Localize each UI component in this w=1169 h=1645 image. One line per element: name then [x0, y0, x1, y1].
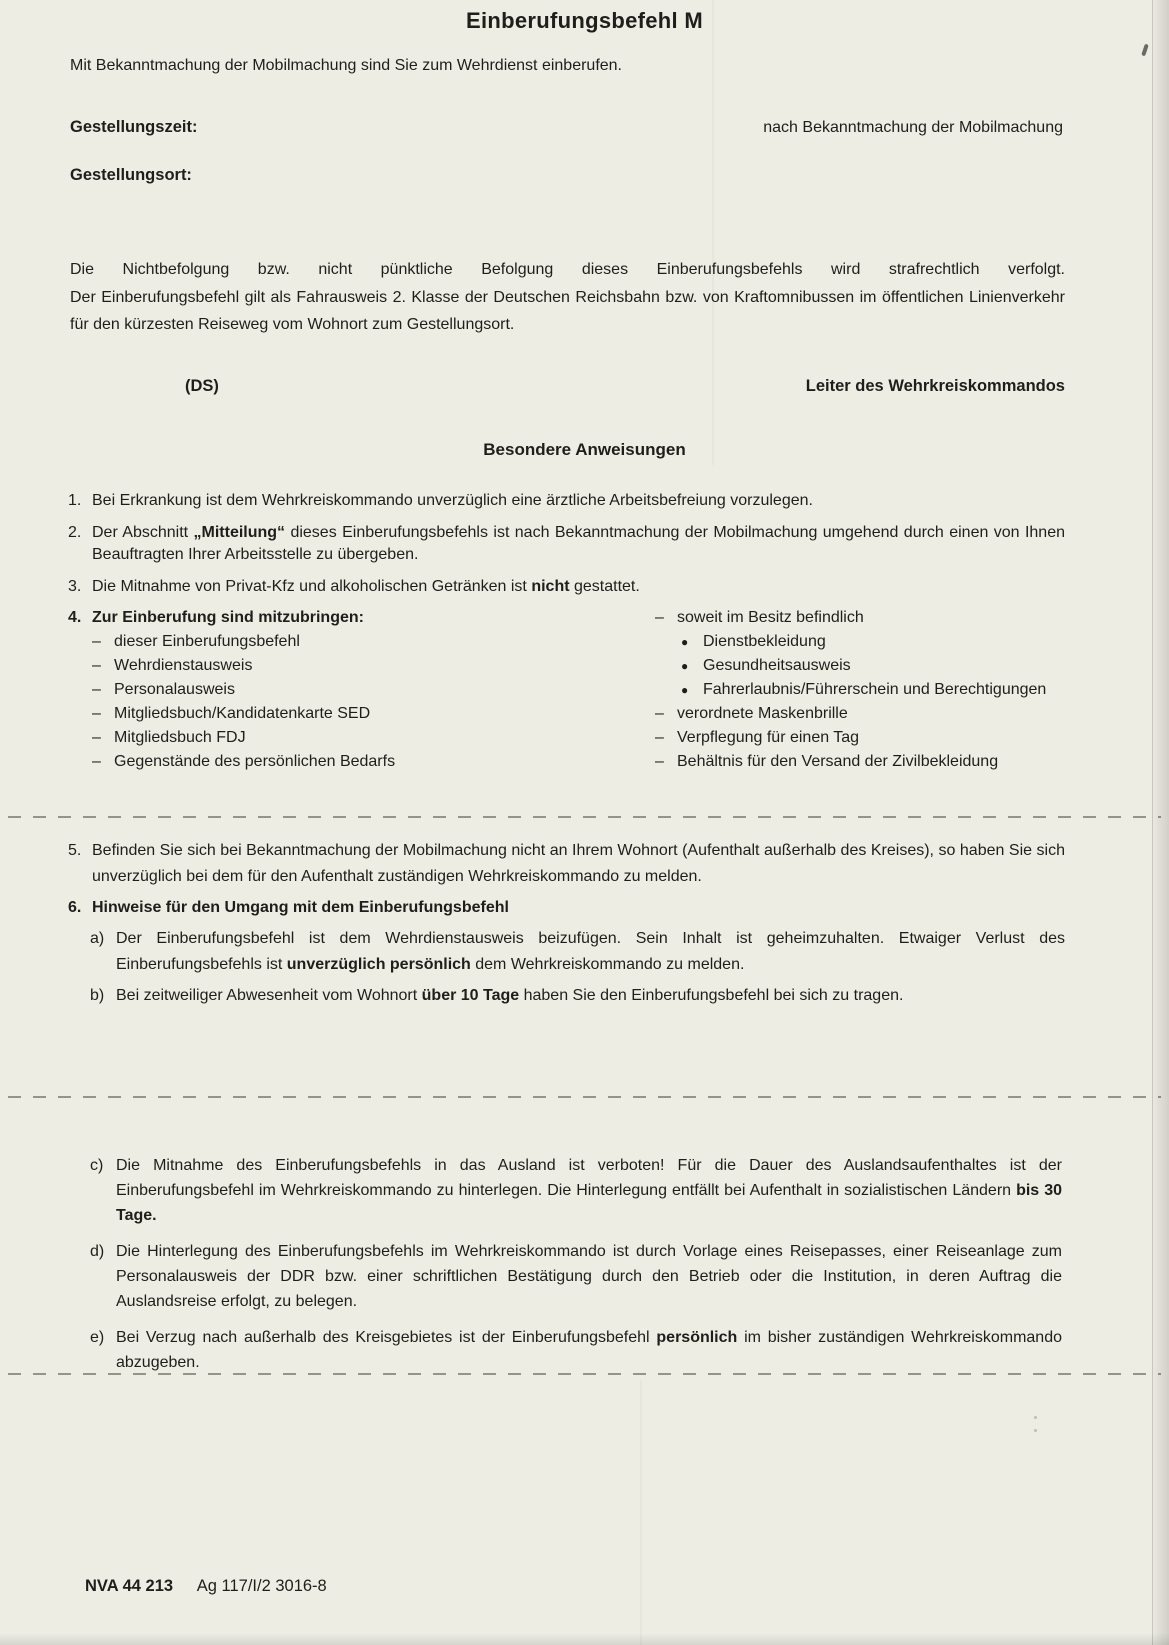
dash-marker: – [92, 681, 101, 698]
legal-paragraph [70, 256, 1065, 339]
instruction-text: Der Abschnitt „Mitteilung“ dieses Einberufungsbefehls ist nach Bekanntmachung der Mobilmachung umgehend durch einen von Ihnen Beauftragten Ihrer Arbeitsstelle zu übergeben. [92, 524, 1065, 563]
bring-item [92, 678, 592, 702]
stamp-placeholder: (DS) [185, 377, 219, 395]
instruction-number: 1. [68, 492, 82, 509]
instruction-number: 3. [68, 578, 82, 595]
dash-marker: – [92, 633, 101, 650]
signature-row [70, 377, 1065, 396]
bring-item [655, 606, 1065, 630]
bring-item-text: Dienstbekleidung [703, 633, 826, 650]
list-marker: – [655, 609, 664, 626]
bring-item-text: Personalausweis [114, 681, 235, 698]
bring-item-text: Verpflegung für einen Tag [677, 729, 860, 746]
bring-item [655, 702, 1065, 726]
gestellungszeit-label: Gestellungszeit: [70, 118, 198, 136]
bring-item-text: Gegenstände des persönlichen Bedarfs [114, 753, 396, 770]
bring-item [655, 654, 1065, 678]
dash-marker: – [92, 729, 101, 746]
sub-instruction-item [90, 1153, 1062, 1228]
bring-item-text: dieser Einberufungsbefehl [114, 633, 300, 650]
sub-instruction-list-ab [68, 926, 1065, 1009]
paper-crease [640, 1380, 642, 1645]
sub-instruction-text: Die Mitnahme des Einberufungsbefehls in das Ausland ist verboten! Für die Dauer des Auslandsaufenthaltes ist der Einberufungsbefehl im Wehrkreiskommando zu hinterlegen. Die Hinterlegung entfällt bei Aufenthalt in sozialistischen Ländern bis 30 Tage. [116, 1157, 1063, 1224]
instructions-block-2 [68, 833, 1065, 1009]
instruction-number: 6. [68, 899, 82, 916]
perforation-line [8, 1373, 1161, 1375]
bring-item [92, 702, 592, 726]
gestellungsort-row [70, 166, 192, 185]
sub-instruction-text: Der Einberufungsbefehl ist dem Wehrdienstausweis beizufügen. Sein Inhalt ist geheimzuhalten. Etwaiger Verlust des Einberufungsbefehls ist unverzüglich persönlich dem Wehrkreiskommando zu melden. [116, 930, 1065, 973]
form-number: NVA 44 213 [85, 1577, 174, 1595]
sub-instruction-item [90, 983, 1065, 1009]
bring-item-text: Mitgliedsbuch/Kandidatenkarte SED [114, 705, 371, 722]
sub-instruction-letter: d) [90, 1243, 105, 1260]
legal-line-1: Die Nichtbefolgung bzw. nicht pünktliche Befolgung dieses Einberufungsbefehls wird strafrechtlich verfolgt. [70, 261, 1065, 278]
bring-item [92, 750, 592, 774]
bring-item-text: Wehrdienstausweis [114, 657, 253, 674]
legal-line-rest: Der Einberufungsbefehl gilt als Fahrausweis 2. Klasse der Deutschen Reichsbahn bzw. von Kraftomnibussen im öffentlichen Linienverkehr für den kürzesten Reiseweg vom Wohnort zum Gestellungsort. [70, 288, 1065, 333]
bring-item [655, 726, 1065, 750]
sub-instruction-text: Bei Verzug nach außerhalb des Kreisgebietes ist der Einberufungsbefehl persönlich im bisher zuständigen Wehrkreiskommando abzugeben. [116, 1329, 1063, 1371]
bring-heading: Zur Einberufung sind mitzubringen: [92, 609, 364, 626]
bring-list-left [92, 630, 592, 774]
section-heading: Besondere Anweisungen [483, 440, 686, 459]
bring-along-section [68, 606, 1065, 776]
bring-item-text: verordnete Maskenbrille [677, 705, 848, 722]
instruction-text: Bei Erkrankung ist dem Wehrkreiskommando unverzüglich eine ärztliche Arbeitsbefreiung vorzulegen. [92, 492, 813, 509]
list-marker: ● [681, 635, 689, 649]
instructions-block [68, 480, 1065, 776]
instruction-list [68, 490, 1065, 598]
print-code: Ag 117/I/2 3016-8 [196, 1577, 327, 1595]
bring-item [655, 630, 1065, 654]
list-marker: ● [681, 659, 689, 673]
sub-instruction-letter: a) [90, 930, 105, 947]
intro-text: Mit Bekanntmachung der Mobilmachung sind Sie zum Wehrdienst einberufen. [70, 57, 622, 74]
dash-marker: – [92, 705, 101, 722]
bring-item [92, 654, 592, 678]
instruction-item [68, 490, 1065, 512]
instruction-text: Hinweise für den Umgang mit dem Einberufungsbefehl [92, 899, 509, 916]
scan-edge-bottom [0, 1633, 1169, 1645]
gestellungszeit-row [70, 118, 1063, 137]
sub-instruction-letter: b) [90, 987, 105, 1004]
bring-item-text: Behältnis für den Versand der Zivilbekleidung [677, 753, 999, 770]
bring-item [655, 750, 1065, 774]
instruction-item [68, 895, 1065, 921]
sub-instruction-letter: e) [90, 1329, 105, 1346]
instruction-item [68, 522, 1065, 566]
sub-instruction-item [90, 1239, 1062, 1314]
scan-artifact [1141, 44, 1149, 57]
instruction-text: Die Mitnahme von Privat-Kfz und alkoholischen Getränken ist nicht gestattet. [92, 578, 640, 595]
list-marker: ● [681, 683, 689, 697]
bring-item [92, 630, 592, 654]
instruction-item [68, 838, 1065, 890]
sub-instruction-list-cde [90, 1142, 1062, 1375]
perforation-line [8, 816, 1161, 818]
instruction-number: 2. [68, 524, 82, 541]
list-marker: – [655, 753, 664, 770]
instruction-item [68, 576, 1065, 598]
instruction-text: Befinden Sie sich bei Bekanntmachung der Mobilmachung nicht an Ihrem Wohnort (Aufenthalt außerhalb des Kreises), so haben Sie sich unverzüglich bei dem für den Aufenthalt zuständigen Wehrkreiskommando zu melden. [92, 842, 1065, 885]
instruction-number: 4. [68, 609, 82, 626]
sub-instruction-item [90, 926, 1065, 978]
perforation-line [8, 1096, 1161, 1098]
bring-item-text: Gesundheitsausweis [703, 657, 851, 674]
dash-marker: – [92, 657, 101, 674]
signer-title: Leiter des Wehrkreiskommandos [805, 377, 1065, 395]
sub-instruction-letter: c) [90, 1157, 104, 1174]
scan-artifact [1034, 1416, 1037, 1434]
bring-item [92, 726, 592, 750]
list-marker: – [655, 729, 664, 746]
sub-instruction-item [90, 1325, 1062, 1375]
bring-item-text: soweit im Besitz befindlich [677, 609, 864, 626]
document-title: Einberufungsbefehl M [466, 8, 703, 33]
sub-instruction-text: Die Hinterlegung des Einberufungsbefehls im Wehrkreiskommando ist durch Vorlage eines Reisepasses, einer Reiseanlage zum Personalausweis der DDR bzw. einer schriftlichen Bestätigung durch den Betrieb oder die Institution, in deren Auftrag die Auslandsreise erfolgt, zu belegen. [116, 1243, 1062, 1310]
dash-marker: – [92, 753, 101, 770]
scan-edge-right [1152, 0, 1169, 1645]
instruction-number: 5. [68, 842, 82, 859]
bring-list-right [655, 606, 1065, 774]
bring-item-text: Fahrerlaubnis/Führerschein und Berechtigungen [703, 681, 1047, 698]
form-footer [85, 1577, 327, 1596]
sub-instruction-text: Bei zeitweiliger Abwesenheit vom Wohnort über 10 Tage haben Sie den Einberufungsbefehl bei sich zu tragen. [116, 987, 904, 1004]
gestellungszeit-value: nach Bekanntmachung der Mobilmachung [763, 119, 1063, 136]
instruction-list-2 [68, 838, 1065, 921]
bring-item-text: Mitgliedsbuch FDJ [114, 729, 246, 746]
gestellungsort-label: Gestellungsort: [70, 166, 192, 184]
list-marker: – [655, 705, 664, 722]
bring-item [655, 678, 1065, 702]
